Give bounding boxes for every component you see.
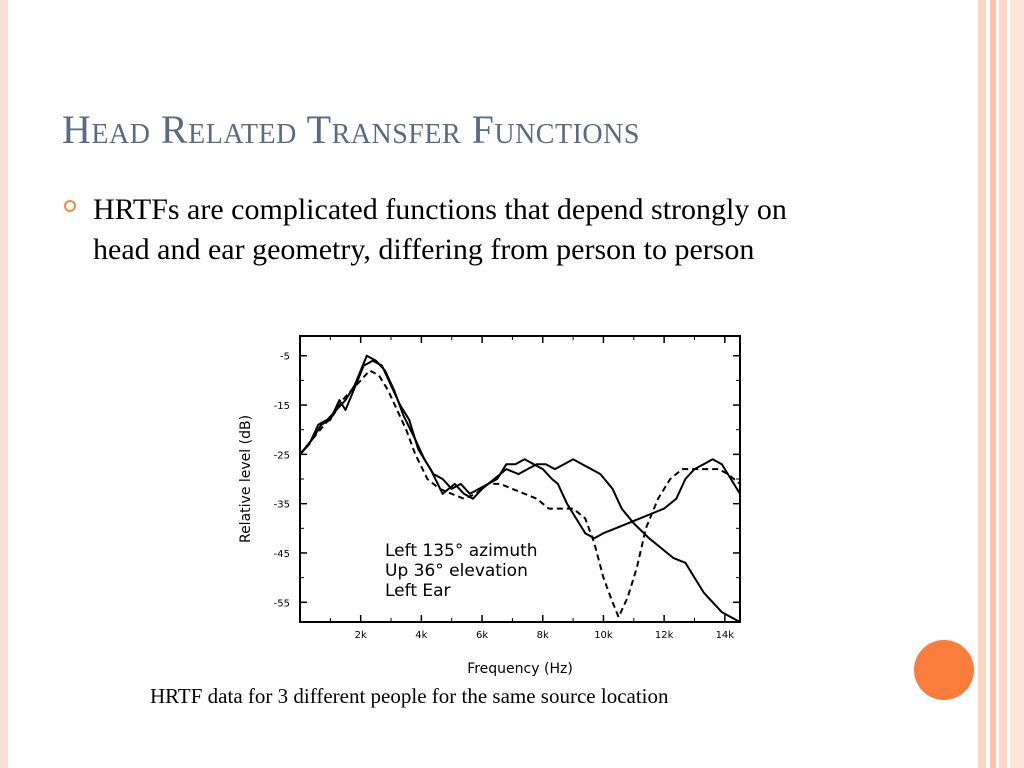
- x-tick-label: 8k: [536, 630, 549, 641]
- x-tick-label: 14k: [715, 630, 735, 641]
- bullet-text: HRTFs are complicated functions that depend strongly on head and ear geometry, differing from person to person: [93, 193, 787, 266]
- y-tick-label: -55: [273, 598, 290, 610]
- series-line-2: [300, 356, 740, 539]
- x-axis-label: Frequency (Hz): [467, 661, 573, 677]
- series-line-1: [300, 361, 740, 622]
- y-tick-label: -5: [280, 351, 290, 363]
- figure-caption: HRTF data for 3 different people for the same source location: [150, 684, 669, 708]
- bullet-item: [62, 190, 842, 270]
- x-tick-label: 12k: [654, 630, 674, 641]
- x-tick-label: 10k: [594, 630, 613, 641]
- series-group: [300, 356, 740, 622]
- x-tick-label: 2k: [354, 630, 367, 641]
- left-border: [0, 0, 8, 768]
- x-tick-label: 6k: [475, 630, 489, 641]
- annotation-azimuth: Left 135° azimuth: [385, 541, 538, 561]
- decorative-circle: [914, 640, 974, 700]
- y-axis-label: Relative level (dB): [238, 414, 254, 544]
- slide-title: Head Related Transfer Functions: [62, 107, 640, 152]
- x-tick-label: 4k: [415, 630, 428, 641]
- chart-svg: [228, 326, 756, 682]
- y-tick-label: -45: [273, 548, 290, 560]
- annotation-elevation: Up 36° elevation: [385, 561, 528, 581]
- annotation-ear: Left Ear: [385, 581, 451, 601]
- y-tick-label: -35: [273, 499, 290, 511]
- y-tick-label: -15: [273, 401, 290, 413]
- y-tick-label: -25: [273, 450, 290, 462]
- hrtf-chart: [228, 326, 756, 682]
- bullet-marker-icon: [64, 200, 76, 212]
